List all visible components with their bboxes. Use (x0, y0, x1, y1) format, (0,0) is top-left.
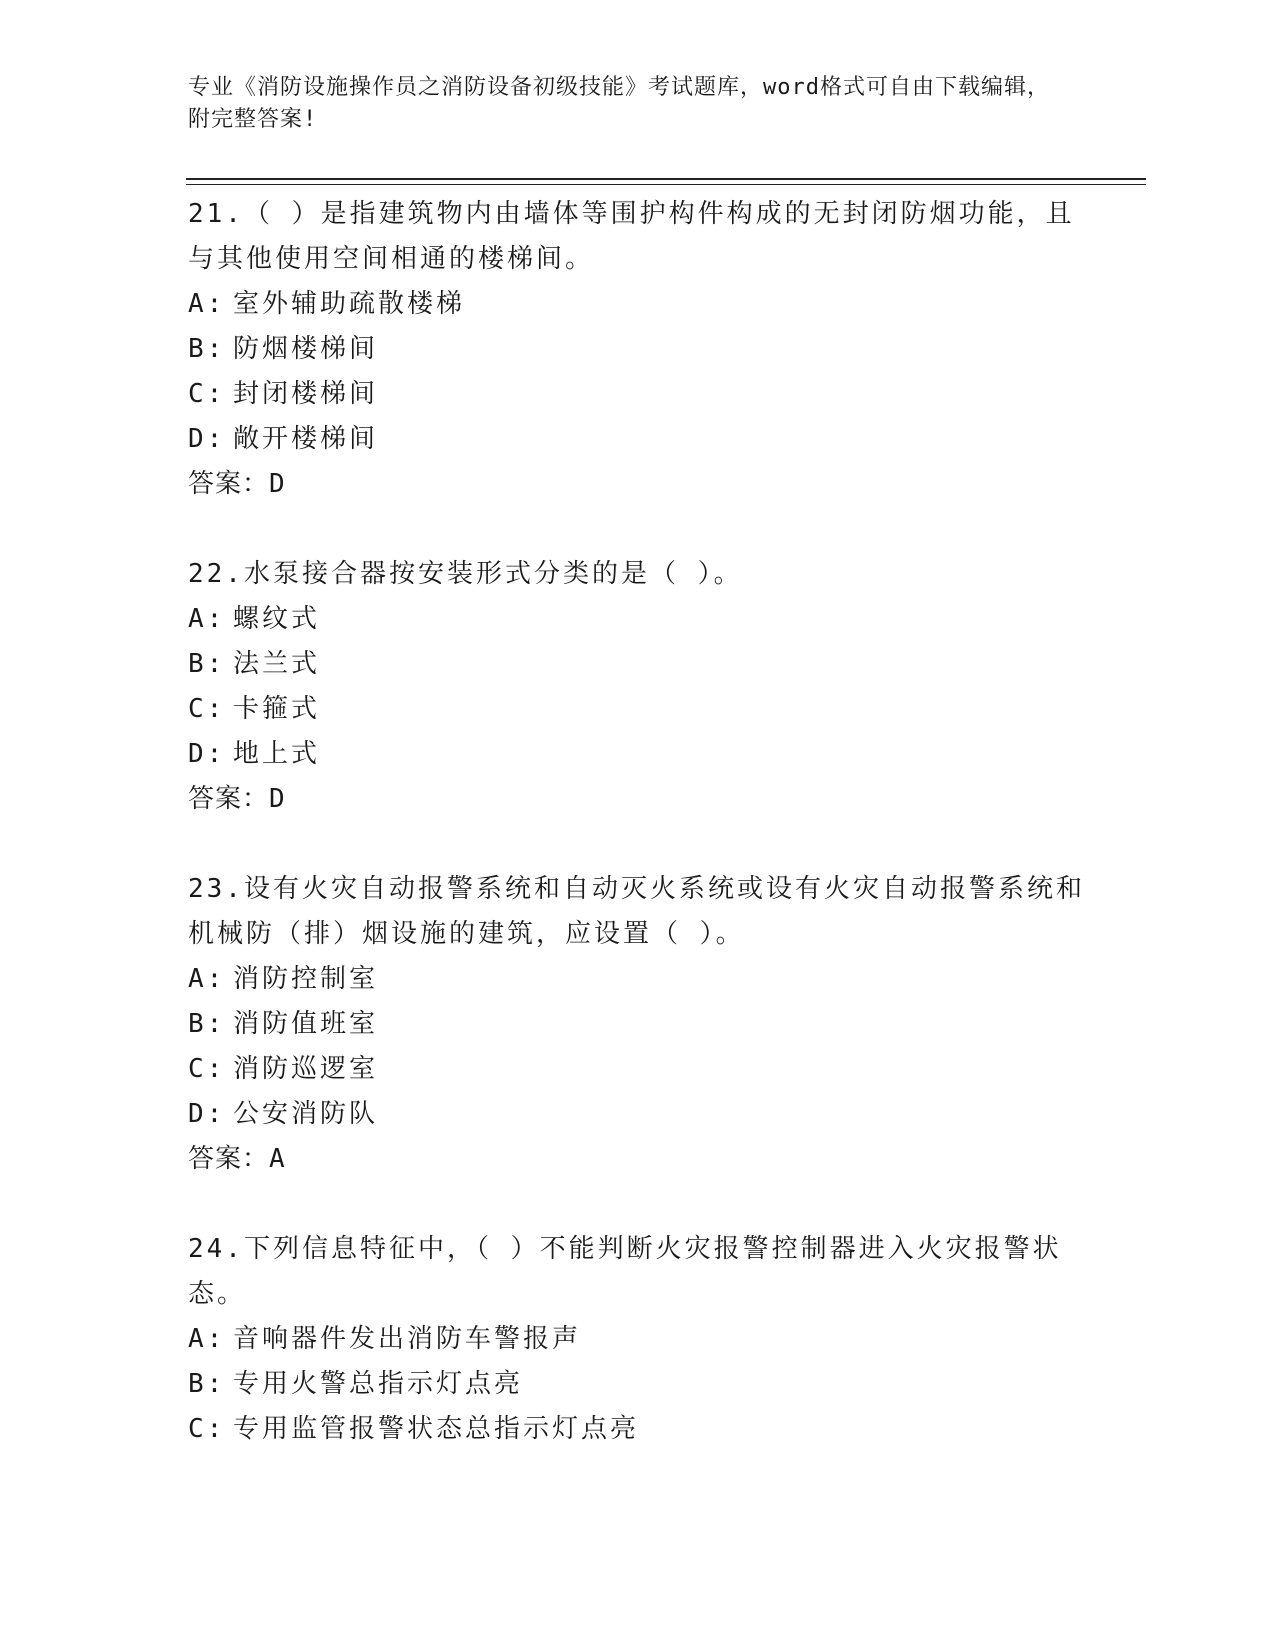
option-c (188, 372, 1088, 417)
question-23 (188, 867, 1088, 1182)
option-text: 敞开楼梯间 (233, 424, 379, 454)
option-letter: A: (188, 289, 226, 319)
document-header: 专业《消防设施操作员之消防设备初级技能》考试题库，word格式可自由下载编辑，附完整答案! (188, 75, 1050, 132)
question-stem: 23.设有火灾自动报警系统和自动灭火系统或设有火灾自动报警系统和机械防（排）烟设施的建筑，应设置（ ）。 (188, 874, 1085, 949)
question-stem: 24.下列信息特征中，（ ）不能判断火灾报警控制器进入火灾报警状态。 (188, 1234, 1062, 1309)
option-text: 专用火警总指示灯点亮 (233, 1369, 524, 1399)
question-stem: 22.水泵接合器按安装形式分类的是（ ）。 (188, 559, 743, 589)
option-text: 音响器件发出消防车警报声 (233, 1324, 582, 1354)
option-letter: B: (188, 334, 226, 364)
option-b (188, 327, 1088, 372)
option-text: 法兰式 (233, 649, 321, 679)
option-text: 消防值班室 (233, 1009, 379, 1039)
option-text: 专用监管报警状态总指示灯点亮 (233, 1414, 640, 1444)
question-list (188, 192, 1088, 1497)
option-letter: A: (188, 1324, 226, 1354)
question-21 (188, 192, 1088, 507)
option-a (188, 282, 1088, 327)
question-stem: 21.（ ）是指建筑物内由墙体等围护构件构成的无封闭防烟功能，且与其他使用空间相通的楼梯间。 (188, 199, 1075, 274)
question-22 (188, 552, 1088, 822)
option-text: 螺纹式 (233, 604, 321, 634)
option-letter: C: (188, 379, 226, 409)
option-a (188, 1317, 1088, 1362)
option-letter: D: (188, 739, 226, 769)
option-text: 封闭楼梯间 (233, 379, 379, 409)
option-d (188, 1092, 1088, 1137)
option-a (188, 597, 1088, 642)
option-b (188, 1002, 1088, 1047)
answer-line: 答案：D (188, 469, 286, 499)
option-letter: B: (188, 1009, 226, 1039)
answer-line: 答案：D (188, 784, 286, 814)
option-letter: C: (188, 694, 226, 724)
option-c (188, 687, 1088, 732)
option-text: 地上式 (233, 739, 321, 769)
option-text: 消防巡逻室 (233, 1054, 379, 1084)
option-d (188, 732, 1088, 777)
option-text: 消防控制室 (233, 964, 379, 994)
option-b (188, 642, 1088, 687)
option-text: 室外辅助疏散楼梯 (233, 289, 466, 319)
option-text: 防烟楼梯间 (233, 334, 379, 364)
option-letter: C: (188, 1414, 226, 1444)
option-c (188, 1047, 1088, 1092)
option-text: 卡箍式 (233, 694, 321, 724)
option-letter: A: (188, 964, 226, 994)
answer-line: 答案：A (188, 1144, 286, 1174)
header-divider-thick (186, 178, 1146, 180)
option-letter: B: (188, 649, 226, 679)
option-letter: C: (188, 1054, 226, 1084)
option-b (188, 1362, 1088, 1407)
option-c (188, 1407, 1088, 1452)
option-letter: D: (188, 1099, 226, 1129)
option-letter: A: (188, 604, 226, 634)
option-letter: D: (188, 424, 226, 454)
option-text: 公安消防队 (233, 1099, 379, 1129)
option-a (188, 957, 1088, 1002)
option-letter: B: (188, 1369, 226, 1399)
question-24 (188, 1227, 1088, 1452)
option-d (188, 417, 1088, 462)
header-divider-thin (186, 184, 1146, 185)
